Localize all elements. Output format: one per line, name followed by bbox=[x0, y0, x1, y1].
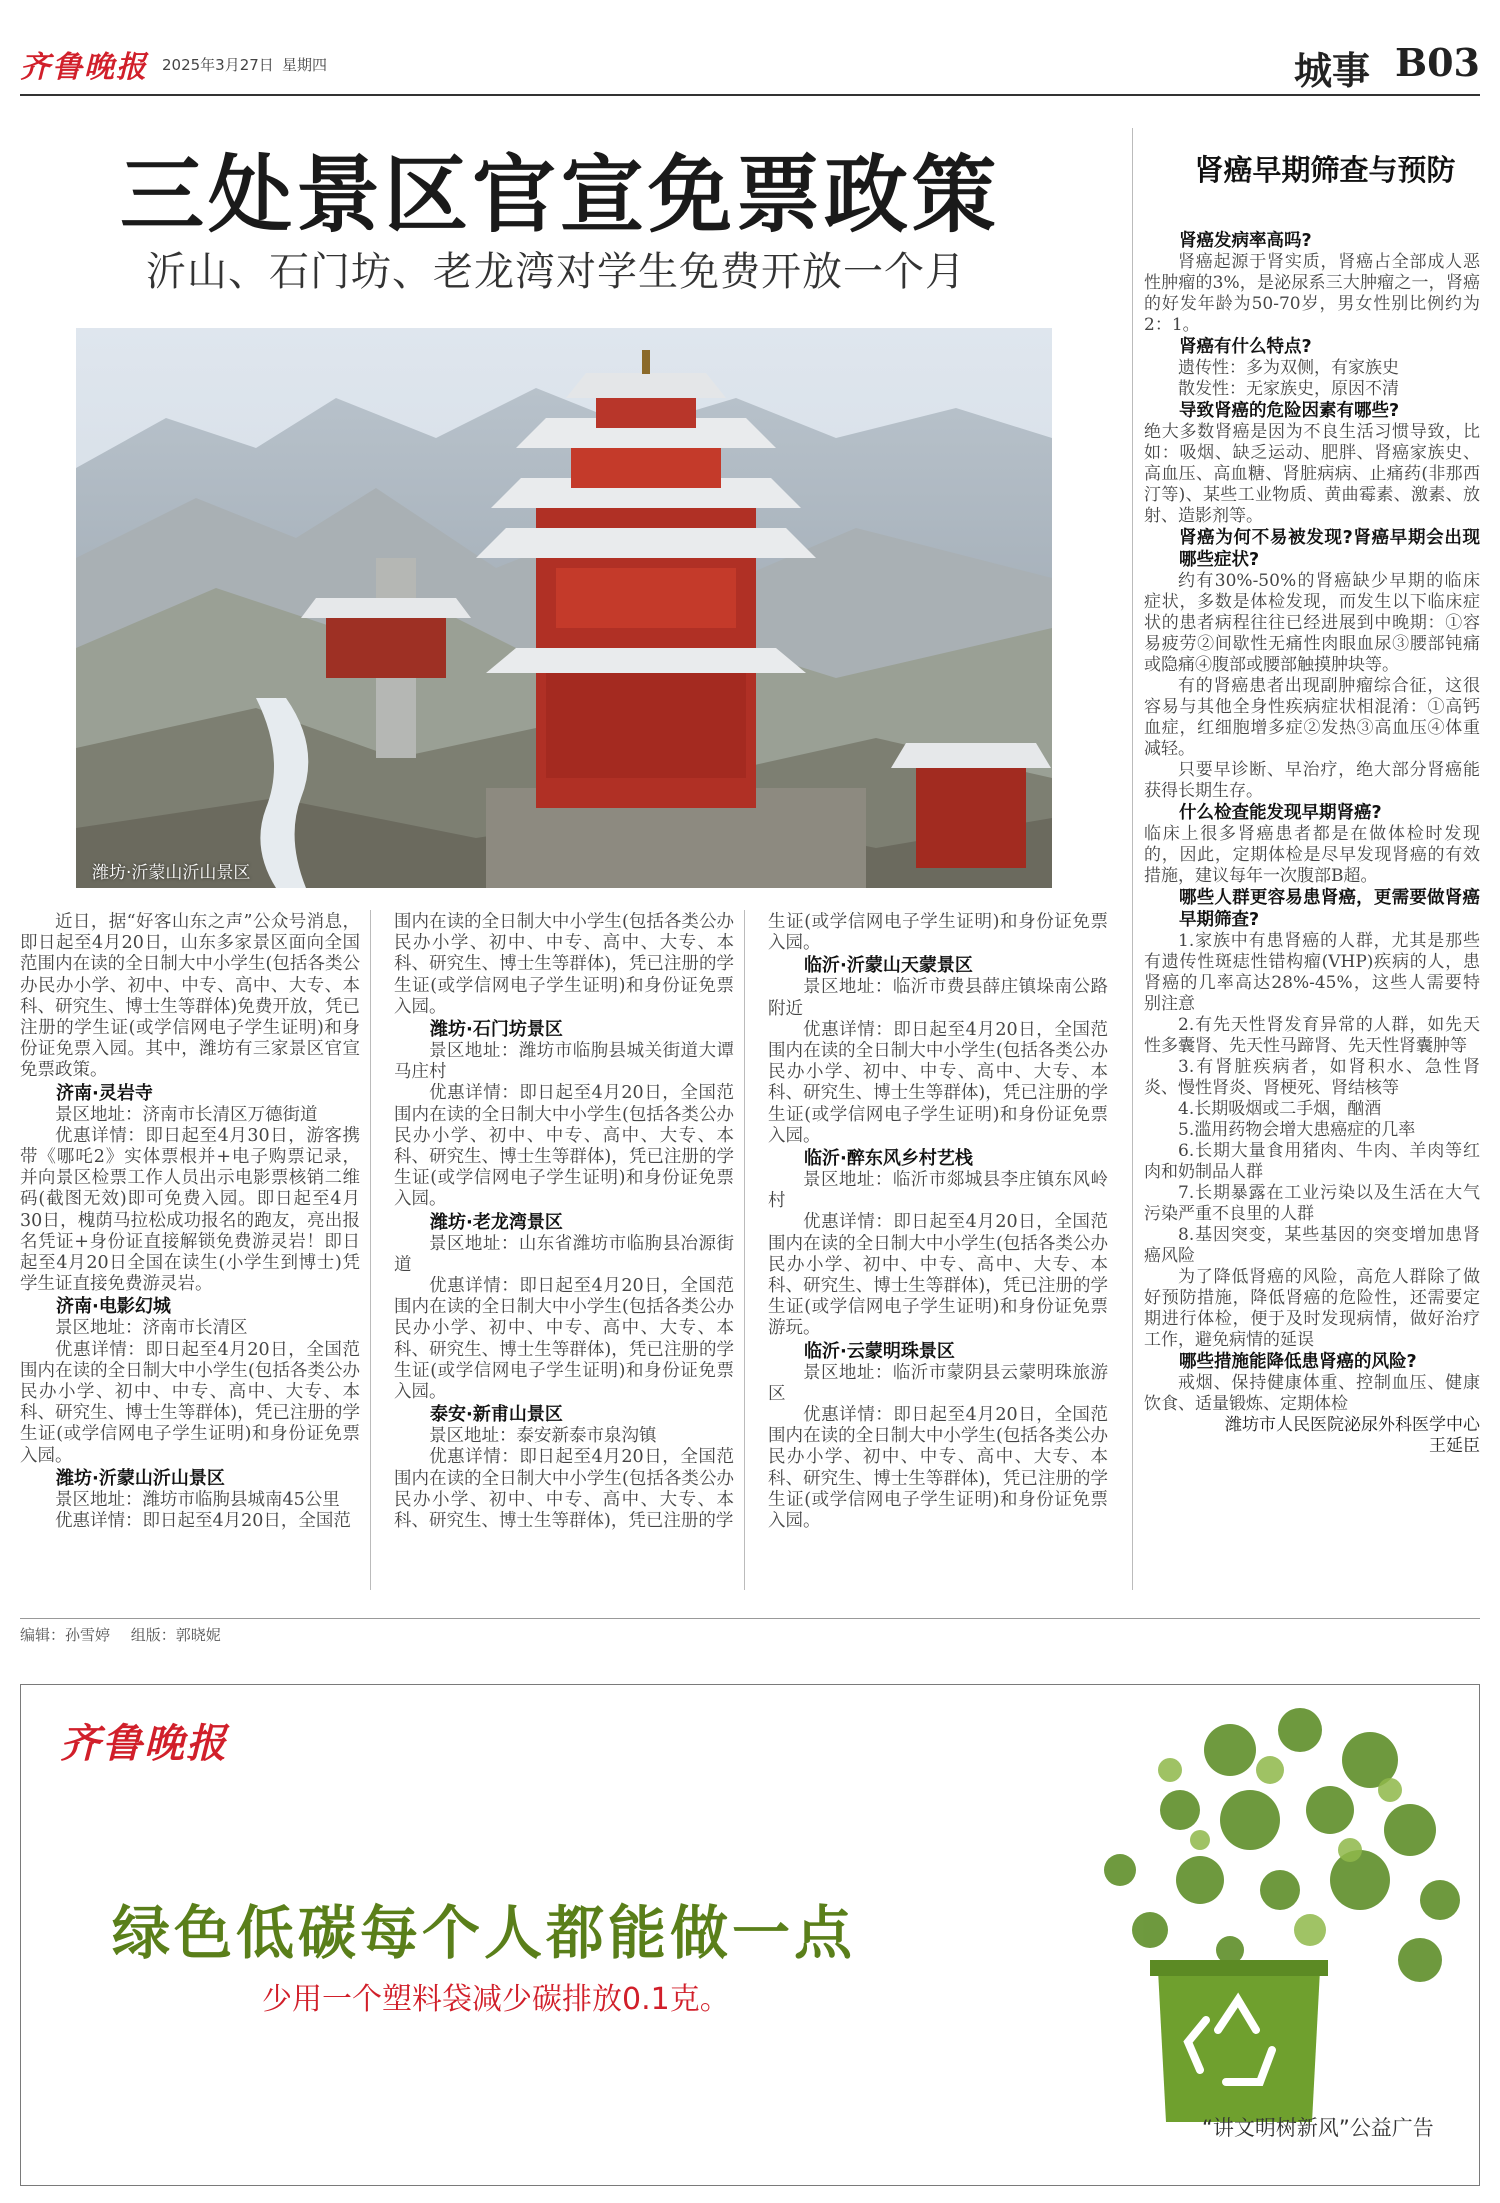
subheading: 哪些措施能降低患肾癌的风险? bbox=[1179, 1352, 1417, 1372]
paragraph: 散发性：无家族史，原因不清 bbox=[1178, 379, 1399, 399]
subheading: 什么检查能发现早期肾癌? bbox=[1179, 803, 1382, 823]
paragraph: 优惠详情：即日起至4月20日，全国范围内在读的全日制大中小学生(包括各类公办民办小学、初中、中专、高中、大专、本科、研究生、博士生等群体)，凭已注册的学生证(或学信网电子学生证明)和身份证免票入园。 bbox=[394, 1276, 734, 1403]
byline: 潍坊市人民医院泌尿外科医学中心 bbox=[1225, 1415, 1480, 1435]
paragraph: 有的肾癌患者出现副肿瘤综合征，这很容易与其他全身性疾病症状相混淆：①高钙血症，红细胞增多症②发热③高血压④体重减轻。 bbox=[1144, 676, 1480, 759]
issue-weekday: 星期四 bbox=[282, 56, 328, 74]
paragraph: 约有30%-50%的肾癌缺少早期的临床症状，多数是体检发现，而发生以下临床症状的患者病程往往已经进展到中晚期：①容易疲劳②间歇性无痛性肉眼血尿③腰部钝痛或隐痛④腹部或腰部触摸肿块等。 bbox=[1144, 571, 1480, 675]
subheading: 肾癌发病率高吗? bbox=[1179, 231, 1312, 251]
article-column-1 bbox=[20, 912, 360, 1532]
paragraph: 只要早诊断、早治疗，绝大部分肾癌能获得长期生存。 bbox=[1144, 760, 1480, 801]
paragraph: 6.长期大量食用猪肉、牛肉、羊肉等红肉和奶制品人群 bbox=[1144, 1141, 1480, 1182]
subheading: 导致肾癌的危险因素有哪些? bbox=[1179, 401, 1400, 421]
paragraph: 4.长期吸烟或二手烟，酗酒 bbox=[1178, 1099, 1382, 1119]
paragraph: 围内在读的全日制大中小学生(包括各类公办民办小学、初中、中专、高中、大专、本科、研究生、博士生等群体)，凭已注册的学生证(或学信网电子学生证明)和身份证免票入园。 bbox=[394, 912, 734, 1017]
paragraph: 肾癌起源于肾实质，肾癌占全部成人恶性肿瘤的3%，是泌尿系三大肿瘤之一，肾癌的好发年龄为50-70岁，男女性别比例约为2：1。 bbox=[1144, 252, 1480, 335]
paragraph: 遗传性：多为双侧，有家族史 bbox=[1178, 358, 1399, 378]
paragraph: 1.家族中有患肾癌的人群，尤其是那些有遗传性斑痣性错构瘤(VHP)疾病的人，患肾癌的几率高达28%-45%，这些人需要特别注意 bbox=[1144, 931, 1480, 1014]
column-divider bbox=[370, 910, 371, 1590]
paragraph: 8.基因突变，某些基因的突变增加患肾癌风险 bbox=[1144, 1225, 1480, 1266]
scenic-photo bbox=[76, 328, 1052, 888]
paragraph: 3.有肾脏疾病者，如肾积水、急性肾炎、慢性肾炎、肾梗死、肾结核等 bbox=[1144, 1057, 1480, 1098]
paragraph: 景区地址：临沂市郯城县李庄镇东风岭村 bbox=[768, 1170, 1108, 1212]
subheading: 潍坊·石门坊景区 bbox=[430, 1019, 563, 1041]
paragraph: 景区地址：临沂市费县薛庄镇垛南公路附近 bbox=[768, 977, 1108, 1019]
paragraph: 优惠详情：即日起至4月20日，全国范 bbox=[55, 1511, 351, 1532]
subheading: 济南·电影幻城 bbox=[56, 1296, 171, 1318]
sidebar-title: 肾癌早期筛查与预防 bbox=[1194, 153, 1456, 187]
newspaper-logo: 齐鲁晚报 bbox=[20, 50, 148, 85]
section-name: 城事 bbox=[1293, 48, 1370, 93]
column-divider bbox=[744, 910, 745, 1590]
masthead-rule bbox=[20, 94, 1480, 96]
article-column-3 bbox=[768, 912, 1108, 1532]
masthead bbox=[20, 40, 1480, 93]
issue-date: 2025年3月27日 bbox=[162, 56, 274, 74]
editor-credit: 编辑：孙雪婷 bbox=[20, 1626, 111, 1644]
paragraph: 生证(或学信网电子学生证明)和身份证免票入园。 bbox=[768, 912, 1108, 954]
paragraph: 戒烟、保持健康体重、控制血压、健康饮食、适量锻炼、定期体检 bbox=[1144, 1373, 1480, 1414]
subheading: 哪些人群更容易患肾癌，更需要做肾癌早期筛查? bbox=[1179, 888, 1480, 930]
pavilion-snow-illustration bbox=[76, 328, 1052, 888]
subheadline: 沂山、石门坊、老龙湾对学生免费开放一个月 bbox=[146, 249, 966, 295]
paragraph: 近日，据“好客山东之声”公众号消息，即日起至4月20日，山东多家景区面向全国范围内在读的全日制大中小学生(包括各类公办民办小学、初中、中专、高中、大专、本科、研究生、博士生等群体)免费开放，凭已注册的学生证(或学信网电子学生证明)和身份证免票入园。其中，潍坊有三家景区官宣免票政策。 bbox=[20, 912, 360, 1081]
paragraph: 7.长期暴露在工业污染以及生活在大气污染严重不良里的人群 bbox=[1144, 1183, 1480, 1224]
paragraph: 临床上很多肾癌患者都是在做体检时发现的，因此，定期体检是尽早发现肾癌的有效措施，建议每年一次腹部B超。 bbox=[1144, 824, 1480, 886]
ad-title: 绿色低碳每个人都能做一点 bbox=[112, 1899, 857, 1967]
subheading: 潍坊·沂蒙山沂山景区 bbox=[56, 1467, 225, 1489]
sidebar-article bbox=[1144, 230, 1480, 1457]
subheading: 临沂·云蒙明珠景区 bbox=[804, 1340, 955, 1362]
paragraph: 景区地址：济南市长清区 bbox=[55, 1318, 248, 1339]
paragraph: 优惠详情：即日起至4月30日，游客携带《哪吒2》实体票根并+电子购票记录，并向景区检票工作人员出示电影票核销二维码(截图无效)即可免费入园。即日起至4月30日，槐荫马拉松成功报名的跑友，亮出报名凭证+身份证直接解锁免费游灵岩！即日起至4月20日全国在读生(小学生到博士)凭学生证直接免费游灵岩。 bbox=[20, 1125, 360, 1295]
paragraph: 景区地址：潍坊市临朐县城南45公里 bbox=[55, 1489, 340, 1510]
photo-caption: 潍坊·沂蒙山沂山景区 bbox=[92, 863, 251, 883]
subheading: 肾癌为何不易被发现?肾癌早期会出现哪些症状? bbox=[1179, 528, 1480, 570]
subheading: 肾癌有什么特点? bbox=[1179, 337, 1312, 357]
ad-note: “讲文明树新风”公益广告 bbox=[1202, 2116, 1434, 2140]
page-credits bbox=[20, 1624, 237, 1645]
paragraph: 优惠详情：即日起至4月20日，全国范围内在读的全日制大中小学生(包括各类公办民办小学、初中、中专、高中、大专、本科、研究生、博士生等群体)，凭已注册的学生证(或学信网电子学生证明)和身份证免票入园。 bbox=[768, 1019, 1108, 1146]
paragraph: 优惠详情：即日起至4月20日，全国范围内在读的全日制大中小学生(包括各类公办民办小学、初中、中专、高中、大专、本科、研究生、博士生等群体)，凭已注册的学生证(或学信网电子学生证明)和身份证免票入园。 bbox=[394, 1083, 734, 1210]
paragraph: 景区地址：济南市长清区万德街道 bbox=[55, 1104, 318, 1125]
subheading: 泰安·新甫山景区 bbox=[430, 1404, 563, 1426]
paragraph: 5.滥用药物会增大患癌症的几率 bbox=[1178, 1120, 1416, 1140]
paragraph: 景区地址：泰安新泰市泉沟镇 bbox=[429, 1426, 657, 1447]
subheading: 潍坊·老龙湾景区 bbox=[430, 1211, 563, 1233]
footer-rule bbox=[20, 1618, 1480, 1619]
paragraph: 景区地址：潍坊市临朐县城关街道大谭马庄村 bbox=[394, 1041, 734, 1083]
paragraph: 优惠详情：即日起至4月20日，全国范围内在读的全日制大中小学生(包括各类公办民办小学、初中、中专、高中、大专、本科、研究生、博士生等群体)，凭已注册的学生证(或学信网电子学生证明)和身份证免票入园。 bbox=[768, 1405, 1108, 1532]
ad-newspaper-logo: 齐鲁晚报 bbox=[60, 1720, 228, 1767]
sidebar-divider bbox=[1132, 128, 1133, 1590]
subheading: 临沂·沂蒙山天蒙景区 bbox=[804, 955, 973, 977]
paragraph: 为了降低肾癌的风险，高危人群除了做好预防措施，降低肾癌的危险性，还需要定期进行体检，便于及时发现病情，做好治疗工作，避免病情的延误 bbox=[1144, 1267, 1480, 1350]
paragraph: 2.有先天性肾发育异常的人群，如先天性多囊肾、先天性马蹄肾、先天性肾囊肿等 bbox=[1144, 1015, 1480, 1056]
headline: 三处景区官宣免票政策 bbox=[120, 145, 1001, 244]
subheading: 济南·灵岩寺 bbox=[56, 1082, 153, 1104]
paragraph: 优惠详情：即日起至4月20日，全国范围内在读的全日制大中小学生(包括各类公办民办小学、初中、中专、高中、大专、本科、研究生、博士生等群体)，凭已注册的学 bbox=[394, 1447, 734, 1532]
paragraph: 优惠详情：即日起至4月20日，全国范围内在读的全日制大中小学生(包括各类公办民办小学、初中、中专、高中、大专、本科、研究生、博士生等群体)，凭已注册的学生证(或学信网电子学生证明)和身份证免票入园。 bbox=[20, 1339, 360, 1466]
subheading: 临沂·醉东风乡村艺栈 bbox=[804, 1148, 973, 1170]
page-number: B03 bbox=[1395, 40, 1480, 85]
paragraph: 景区地址：山东省潍坊市临朐县冶源街道 bbox=[394, 1233, 734, 1275]
paragraph: 绝大多数肾癌是因为不良生活习惯导致，比如：吸烟、缺乏运动、肥胖、肾癌家族史、高血压、高血糖、肾脏病病、止痛药(非那西汀等)、某些工业物质、黄曲霉素、激素、放射、造影剂等。 bbox=[1144, 422, 1480, 526]
paragraph: 优惠详情：即日起至4月20日，全国范围内在读的全日制大中小学生(包括各类公办民办小学、初中、中专、高中、大专、本科、研究生、博士生等群体)，凭已注册的学生证(或学信网电子学生证明)和身份证免票游玩。 bbox=[768, 1212, 1108, 1339]
article-column-2 bbox=[394, 912, 734, 1532]
byline: 王延臣 bbox=[1429, 1436, 1480, 1456]
recycle-bin-illustration bbox=[900, 1690, 1480, 2130]
layout-credit: 组版：郭晓妮 bbox=[130, 1626, 221, 1644]
paragraph: 景区地址：临沂市蒙阴县云蒙明珠旅游区 bbox=[768, 1362, 1108, 1404]
ad-subtitle: 少用一个塑料袋减少碳排放0.1克。 bbox=[262, 1982, 730, 2017]
